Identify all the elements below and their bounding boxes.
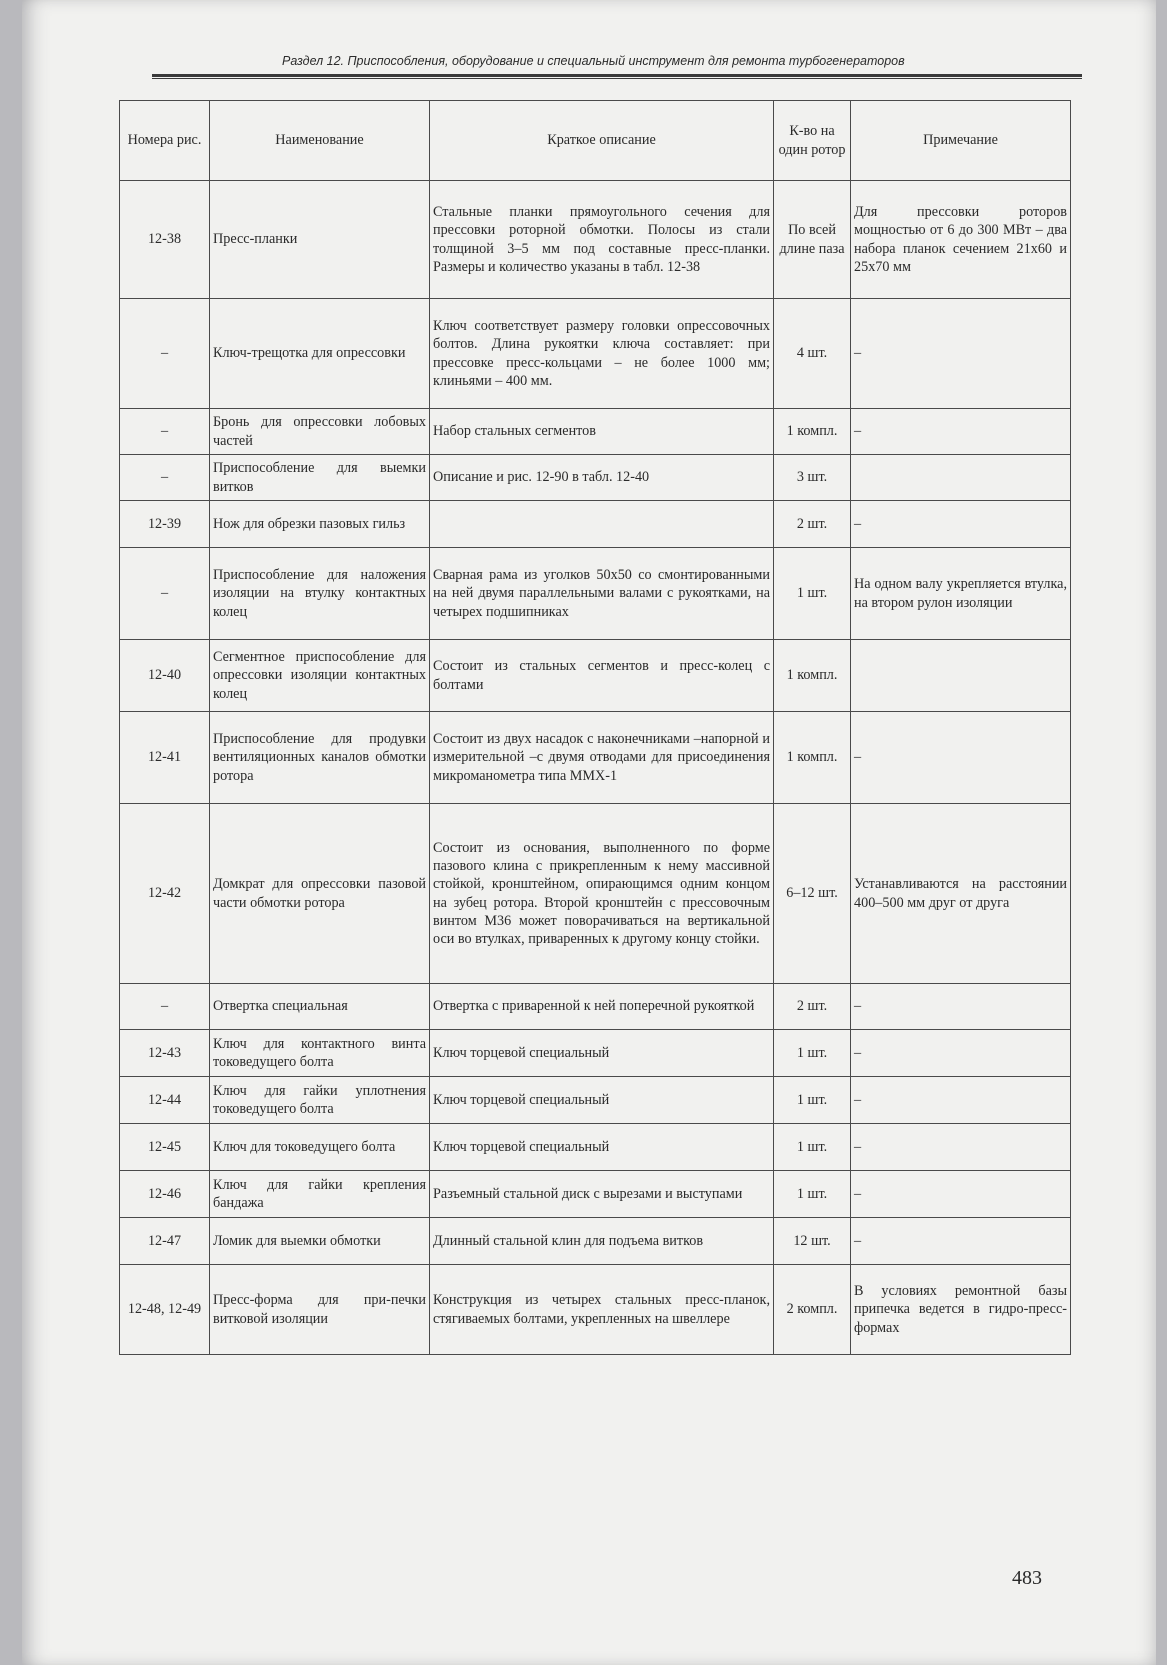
- cell-desc: Длинный стальной клин для подъема витков: [430, 1218, 774, 1265]
- header-rule: [152, 74, 1082, 79]
- cell-num: 12-48, 12-49: [120, 1265, 210, 1355]
- cell-desc: Набор стальных сегментов: [430, 409, 774, 455]
- table-header-row: [120, 101, 1071, 181]
- cell-note: [851, 455, 1071, 501]
- cell-desc: Ключ торцевой специальный: [430, 1077, 774, 1124]
- cell-desc: Состоит из двух насадок с наконечниками –напорной и измерительной –с двумя отводами для присоединения микроманометра типа ММХ-1: [430, 712, 774, 804]
- cell-name: Ключ для токоведущего болта: [210, 1124, 430, 1171]
- column-header-desc: Краткое описание: [430, 101, 774, 181]
- cell-qty: 1 шт.: [774, 1124, 851, 1171]
- cell-note: –: [851, 501, 1071, 548]
- table-row: [120, 712, 1071, 804]
- cell-qty: 1 компл.: [774, 409, 851, 455]
- cell-qty: 12 шт.: [774, 1218, 851, 1265]
- cell-qty: 1 шт.: [774, 1030, 851, 1077]
- cell-num: 12-39: [120, 501, 210, 548]
- cell-name: Приспособление для продувки вентиляционных каналов обмотки ротора: [210, 712, 430, 804]
- cell-name: Ломик для выемки обмотки: [210, 1218, 430, 1265]
- cell-name: Ключ-трещотка для опрессовки: [210, 299, 430, 409]
- cell-name: Ключ для гайки уплотнения токоведущего болта: [210, 1077, 430, 1124]
- column-header-num: Номера рис.: [120, 101, 210, 181]
- cell-qty: 4 шт.: [774, 299, 851, 409]
- cell-desc: [430, 501, 774, 548]
- cell-qty: 6–12 шт.: [774, 804, 851, 984]
- cell-num: 12-44: [120, 1077, 210, 1124]
- cell-note: [851, 640, 1071, 712]
- table-row: [120, 1124, 1071, 1171]
- table-row: [120, 181, 1071, 299]
- cell-note: –: [851, 712, 1071, 804]
- cell-name: Бронь для опрессовки лобовых частей: [210, 409, 430, 455]
- cell-num: 12-43: [120, 1030, 210, 1077]
- column-header-name: Наименование: [210, 101, 430, 181]
- cell-desc: Разъемный стальной диск с вырезами и выступами: [430, 1171, 774, 1218]
- cell-num: 12-45: [120, 1124, 210, 1171]
- cell-qty: 1 шт.: [774, 1077, 851, 1124]
- cell-num: –: [120, 984, 210, 1030]
- cell-note: –: [851, 1030, 1071, 1077]
- cell-qty: 1 шт.: [774, 548, 851, 640]
- table-row: [120, 455, 1071, 501]
- cell-name: Пресс-форма для при-печки витковой изоляции: [210, 1265, 430, 1355]
- book-page: [22, 0, 1156, 1665]
- cell-name: Приспособление для выемки витков: [210, 455, 430, 501]
- cell-num: 12-38: [120, 181, 210, 299]
- cell-note: –: [851, 984, 1071, 1030]
- cell-note: –: [851, 1077, 1071, 1124]
- cell-desc: Ключ соответствует размеру головки опрессовочных болтов. Длина рукоятки ключа составляет: при прессовке пресс-кольцами – не более 1000 мм; клиньями – 400 мм.: [430, 299, 774, 409]
- cell-note: –: [851, 299, 1071, 409]
- cell-num: 12-41: [120, 712, 210, 804]
- page-number: 483: [1012, 1567, 1042, 1589]
- cell-note: В условиях ремонтной базы припечка ведется в гидро-пресс-формах: [851, 1265, 1071, 1355]
- cell-desc: Отвертка с приваренной к ней поперечной рукояткой: [430, 984, 774, 1030]
- table-row: [120, 1171, 1071, 1218]
- cell-note: –: [851, 1171, 1071, 1218]
- table-row: [120, 548, 1071, 640]
- cell-note: –: [851, 1124, 1071, 1171]
- cell-num: –: [120, 548, 210, 640]
- table-row: [120, 409, 1071, 455]
- cell-desc: Состоит из стальных сегментов и пресс-колец с болтами: [430, 640, 774, 712]
- cell-note: Устанавливаются на расстоянии 400–500 мм друг от друга: [851, 804, 1071, 984]
- cell-num: –: [120, 299, 210, 409]
- cell-desc: Ключ торцевой специальный: [430, 1124, 774, 1171]
- cell-name: Пресс-планки: [210, 181, 430, 299]
- table-row: [120, 501, 1071, 548]
- cell-desc: Описание и рис. 12-90 в табл. 12-40: [430, 455, 774, 501]
- cell-num: –: [120, 455, 210, 501]
- cell-desc: Стальные планки прямоугольного сечения для прессовки роторной обмотки. Полосы из стали толщиной 3–5 мм под составные пресс-планки. Размеры и количество указаны в табл. 12-38: [430, 181, 774, 299]
- cell-name: Отвертка специальная: [210, 984, 430, 1030]
- cell-name: Домкрат для опрессовки пазовой части обмотки ротора: [210, 804, 430, 984]
- cell-desc: Сварная рама из уголков 50х50 со смонтированными на ней двумя параллельными валами с рукоятками, на четырех подшипниках: [430, 548, 774, 640]
- table-row: [120, 1077, 1071, 1124]
- cell-note: –: [851, 409, 1071, 455]
- table-row: [120, 1265, 1071, 1355]
- table-row: [120, 984, 1071, 1030]
- column-header-note: Примечание: [851, 101, 1071, 181]
- cell-name: Ключ для контактного винта токоведущего болта: [210, 1030, 430, 1077]
- cell-qty: 1 шт.: [774, 1171, 851, 1218]
- cell-note: Для прессовки роторов мощностью от 6 до 300 МВт – два набора планок сечением 21х60 и 25х70 мм: [851, 181, 1071, 299]
- table-row: [120, 1030, 1071, 1077]
- cell-qty: 1 компл.: [774, 712, 851, 804]
- cell-qty: 2 шт.: [774, 984, 851, 1030]
- cell-desc: Состоит из основания, выполненного по форме пазового клина с прикрепленным к нему массивной стойкой, кронштейном, опирающимся одним концом на зубец ротора. Второй кронштейн с прессовочным винтом М36 может поворачиваться на вертикальной оси во втулках, приваренных к другому концу стойки.: [430, 804, 774, 984]
- cell-note: –: [851, 1218, 1071, 1265]
- cell-num: 12-47: [120, 1218, 210, 1265]
- cell-desc: Конструкция из четырех стальных пресс-планок, стягиваемых болтами, укрепленных на швеллере: [430, 1265, 774, 1355]
- cell-num: 12-46: [120, 1171, 210, 1218]
- cell-qty: 2 компл.: [774, 1265, 851, 1355]
- cell-name: Сегментное приспособление для опрессовки изоляции контактных колец: [210, 640, 430, 712]
- table-row: [120, 804, 1071, 984]
- cell-name: Ключ для гайки крепления бандажа: [210, 1171, 430, 1218]
- running-title: Раздел 12. Приспособления, оборудование и специальный инструмент для ремонта турбогенераторов: [282, 54, 905, 68]
- table-row: [120, 1218, 1071, 1265]
- cell-name: Нож для обрезки пазовых гильз: [210, 501, 430, 548]
- cell-qty: По всей длине паза: [774, 181, 851, 299]
- equipment-table: [119, 100, 1071, 1355]
- cell-num: 12-42: [120, 804, 210, 984]
- cell-qty: 3 шт.: [774, 455, 851, 501]
- column-header-qty: К-во на один ротор: [774, 101, 851, 181]
- cell-num: –: [120, 409, 210, 455]
- cell-num: 12-40: [120, 640, 210, 712]
- cell-qty: 2 шт.: [774, 501, 851, 548]
- table-row: [120, 640, 1071, 712]
- cell-desc: Ключ торцевой специальный: [430, 1030, 774, 1077]
- table-row: [120, 299, 1071, 409]
- cell-note: На одном валу укрепляется втулка, на втором рулон изоляции: [851, 548, 1071, 640]
- cell-name: Приспособление для наложения изоляции на втулку контактных колец: [210, 548, 430, 640]
- cell-qty: 1 компл.: [774, 640, 851, 712]
